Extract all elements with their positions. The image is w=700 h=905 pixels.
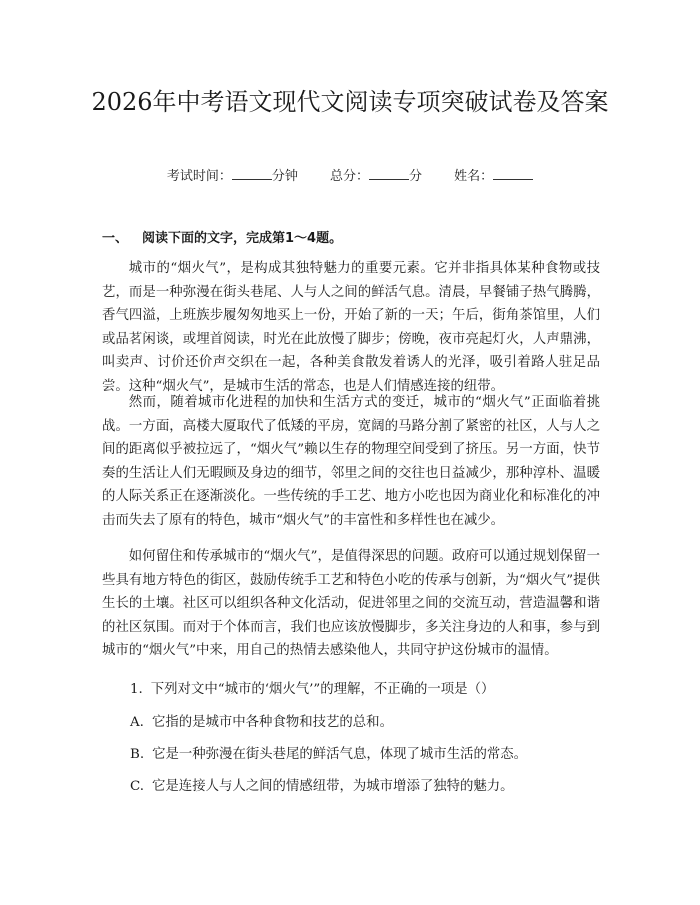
exam-meta [0,167,700,187]
reading-paragraph: 然而，随着城市化进程的加快和生活方式的变迁，城市的“烟火气”正面临着挑战。一方面，高楼大厦取代了低矮的平房，宽阔的马路分割了紧密的社区，人与人之间的距离似乎被拉远了，“烟火气”赖以生存的物理空间受到了挤压。另一方面，快节奏的生活让人们无暇顾及身边的细节，邻里之间的交往也日益减少，那种淳朴、温暖的人际关系正在逐渐淡化。一些传统的手工艺、地方小吃也因为商业化和标准化的冲击而失去了原有的特色，城市“烟火气”的丰富性和多样性也在减少。 [102,395,600,528]
option-b [130,744,527,766]
option-letter: B. [130,747,145,762]
score-label: 总分： [329,169,369,184]
reading-paragraph: 城市的“烟火气”，是构成其独特魅力的重要元素。它并非指具体某种食物或技艺，而是一种弥漫在街头巷尾、人与人之间的鲜活气息。清晨，早餐铺子热气腾腾，香气四溢，上班族步履匆匆地买上一份，开始了新的一天；午后，街角茶馆里，人们或品茗闲谈，或埋首阅读，时光在此放慢了脚步；傍晚，夜市亮起灯火，人声鼎沸，叫卖声、讨价还价声交织在一起，各种美食散发着诱人的光泽，吸引着路人驻足品尝。这种“烟火气”，是城市生活的常态，也是人们情感连接的纽带。 [102,261,600,394]
option-letter: A. [130,715,144,730]
option-text: 它是一种弥漫在街头巷尾的鲜活气息，体现了城市生活的常态。 [152,747,528,762]
question-1 [130,679,494,701]
section-number: 一、 [102,231,129,246]
option-text: 它是连接人与人之间的情感纽带，为城市增添了独特的魅力。 [152,779,514,794]
exam-title: 2026年中考语文现代文阅读专项突破试卷及答案 [91,88,609,116]
score-unit: 分 [409,169,423,184]
option-c [130,776,514,798]
time-blank [232,167,272,180]
exam-time [167,169,302,184]
option-letter: C. [130,779,145,794]
time-unit: 分钟 [271,169,298,184]
question-text: 下列对文中“城市的‘烟火气’”的理解，不正确的一项是（） [150,682,495,697]
time-label: 考试时间： [166,169,232,184]
question-number: 1. [130,682,143,697]
name-blank [493,167,533,180]
exam-score [330,169,426,184]
section-instruction: 阅读下面的文字，完成第1～4题。 [142,231,343,246]
option-a [130,712,393,734]
score-blank [369,167,409,180]
section-heading [102,229,342,249]
name-label: 姓名： [454,169,494,184]
option-text: 它指的是城市中各种食物和技艺的总和。 [151,715,393,730]
reading-paragraph: 如何留住和传承城市的“烟火气”，是值得深思的问题。政府可以通过规划保留一些具有地方特色的街区，鼓励传统手工艺和特色小吃的传承与创新，为“烟火气”提供生长的土壤。社区可以组织各种文化活动，促进邻里之间的交流互动，营造温馨和谐的社区氛围。而对于个体而言，我们也应该放慢脚步，多关注身边的人和事，参与到城市的“烟火气”中来，用自己的热情去感染他人，共同守护这份城市的温情。 [102,549,600,659]
exam-name [454,169,533,184]
